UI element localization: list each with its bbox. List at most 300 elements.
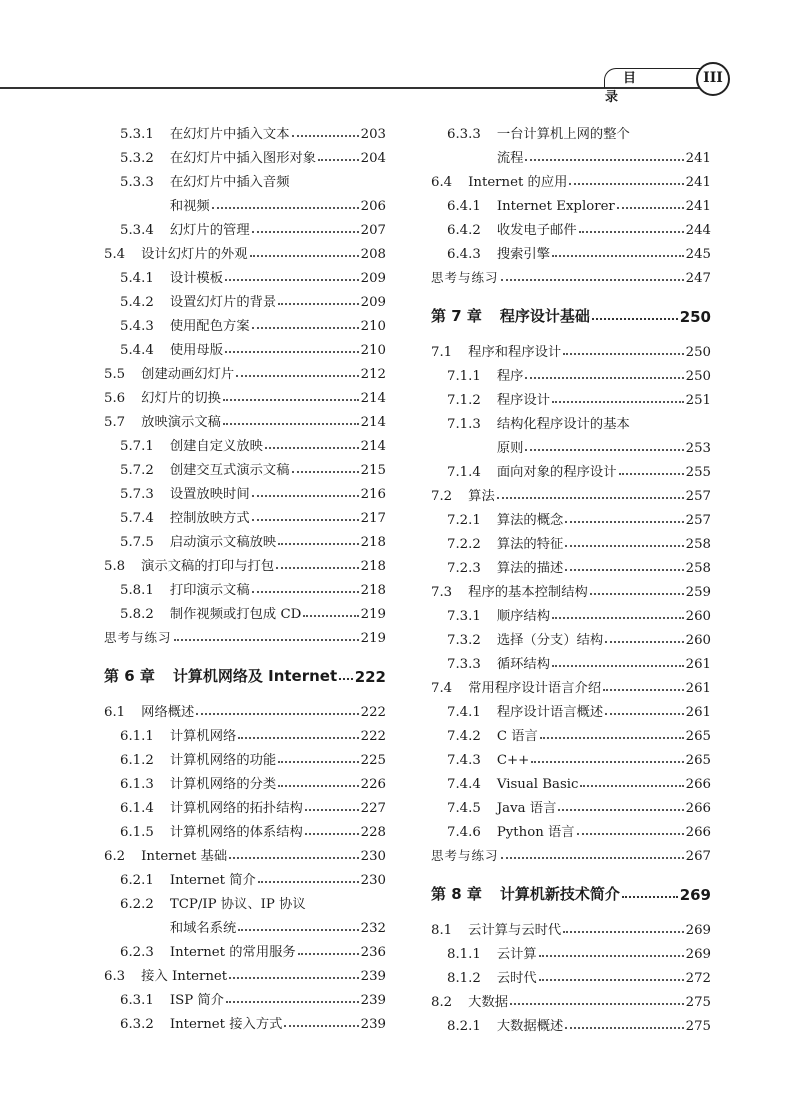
entry-number: 6.1.2	[120, 753, 154, 768]
dot-leader	[605, 713, 683, 715]
toc-entry[interactable]	[104, 840, 386, 864]
entry-number: 6.1.5	[120, 825, 154, 840]
entry-title: 算法的特征	[496, 537, 564, 552]
toc-entry[interactable]	[431, 938, 711, 962]
entry-title: 创建动画幻灯片	[141, 367, 235, 382]
entry-number: 5.7.1	[120, 439, 154, 454]
entry-page: 261	[685, 705, 711, 720]
entry-title-continued: 原则	[496, 441, 524, 456]
toc-entry[interactable]	[431, 432, 711, 456]
toc-entry[interactable]	[431, 720, 711, 744]
entry-page: 204	[360, 151, 386, 166]
entry-title: 大数据概述	[496, 1019, 564, 1034]
dot-leader	[510, 1003, 684, 1005]
entry-page: 257	[685, 513, 711, 528]
entry-title: 创建自定义放映	[169, 439, 263, 454]
toc-entry[interactable]	[104, 550, 386, 574]
toc-entry[interactable]	[104, 696, 386, 720]
chapter-entry[interactable]	[431, 874, 711, 904]
entry-number: 8.2.1	[447, 1019, 481, 1034]
entry-title: 打印演示文稿	[169, 583, 250, 598]
toc-entry[interactable]	[431, 986, 711, 1010]
entry-number: 7.1.3	[447, 417, 481, 432]
entry-number: 5.5	[104, 367, 126, 382]
entry-page: 239	[360, 969, 386, 984]
entry-page: 207	[360, 223, 386, 238]
entry-page: 218	[360, 559, 386, 574]
entry-page: 267	[685, 849, 711, 864]
toc-entry[interactable]	[104, 334, 386, 358]
toc-entry[interactable]	[104, 406, 386, 430]
entry-title: 大数据	[468, 995, 509, 1010]
entry-title: Internet 简介	[169, 873, 256, 888]
entry-page: 208	[360, 247, 386, 262]
entry-page: 218	[360, 583, 386, 598]
entry-title: Java 语言	[496, 801, 557, 816]
dot-leader	[525, 449, 683, 451]
dot-leader	[540, 737, 684, 739]
dot-leader	[303, 615, 358, 617]
entry-page: 275	[685, 995, 711, 1010]
entry-title: 顺序结构	[496, 609, 551, 624]
entry-title-continued: 和视频	[169, 199, 210, 214]
dot-leader	[252, 327, 359, 329]
entry-number: 第 7 章	[431, 307, 482, 325]
entry-number: 7.3.3	[447, 657, 481, 672]
entry-title: 程序设计	[496, 393, 551, 408]
entry-title: 启动演示文稿放映	[169, 535, 277, 550]
toc-entry[interactable]	[104, 262, 386, 286]
toc-entry[interactable]	[104, 430, 386, 454]
toc-entry[interactable]	[104, 358, 386, 382]
dot-leader	[305, 833, 359, 835]
dot-leader	[305, 809, 359, 811]
entry-page: 251	[685, 393, 711, 408]
toc-entry[interactable]	[104, 454, 386, 478]
entry-page: 212	[360, 367, 386, 382]
entry-number: 6.3.1	[120, 993, 154, 1008]
toc-left-column	[104, 118, 386, 1032]
chapter-entry[interactable]	[104, 656, 386, 686]
dot-leader	[284, 1025, 358, 1027]
entry-title-continued: 和域名系统	[169, 921, 237, 936]
entry-title: 放映演示文稿	[141, 415, 221, 430]
toc-entry[interactable]	[431, 744, 711, 768]
dot-leader	[592, 318, 678, 320]
dot-leader	[229, 857, 358, 859]
entry-title: 一台计算机上网的整个	[496, 127, 630, 142]
entry-title: 设计幻灯片的外观	[141, 247, 248, 262]
toc-entry[interactable]	[431, 214, 711, 238]
toc-entry[interactable]	[431, 914, 711, 938]
entry-number: 5.7	[104, 415, 126, 430]
toc-entry[interactable]	[431, 336, 711, 360]
toc-entry[interactable]	[104, 1008, 386, 1032]
entry-number: 7.2.2	[447, 537, 481, 552]
dot-leader	[565, 545, 683, 547]
dot-leader	[223, 399, 359, 401]
entry-number: 8.2	[431, 995, 453, 1010]
entry-page: 216	[360, 487, 386, 502]
entry-page: 257	[685, 489, 711, 504]
dot-leader	[292, 471, 359, 473]
entry-title: 搜索引擎	[496, 247, 551, 262]
dot-leader	[196, 713, 358, 715]
toc-entry[interactable]	[431, 238, 711, 262]
dot-leader	[278, 303, 358, 305]
entry-title: Internet 基础	[141, 849, 228, 864]
entry-page: 210	[360, 343, 386, 358]
toc-entry[interactable]	[431, 672, 711, 696]
entry-title: 云计算	[496, 947, 537, 962]
toc-entry[interactable]	[104, 214, 386, 238]
entry-title: 程序设计基础	[499, 307, 590, 325]
entry-number: 7.4.1	[447, 705, 481, 720]
entry-number: 5.4.2	[120, 295, 154, 310]
entry-page: 214	[360, 415, 386, 430]
dot-leader	[552, 255, 684, 257]
entry-page: 269	[685, 923, 711, 938]
entry-title: 计算机新技术简介	[499, 885, 620, 903]
entry-number: 7.4	[431, 681, 453, 696]
toc-entry[interactable]	[431, 142, 711, 166]
toc-entry[interactable]	[104, 526, 386, 550]
entry-number: 5.7.2	[120, 463, 154, 478]
toc-entry[interactable]	[104, 502, 386, 526]
entry-page: 258	[685, 537, 711, 552]
dot-leader	[278, 543, 358, 545]
entry-number: 6.3	[104, 969, 126, 984]
toc-entry[interactable]	[431, 962, 711, 986]
toc-entry[interactable]	[431, 456, 711, 480]
toc-entry[interactable]	[104, 478, 386, 502]
entry-number: 5.6	[104, 391, 126, 406]
entry-title: 创建交互式演示文稿	[169, 463, 290, 478]
entry-page: 230	[360, 873, 386, 888]
chapter-entry[interactable]	[431, 296, 711, 326]
entry-number: 7.2	[431, 489, 453, 504]
entry-title: Visual Basic	[496, 777, 579, 792]
entry-title: 收发电子邮件	[496, 223, 577, 238]
entry-page: 250	[679, 308, 711, 326]
entry-title: 幻灯片的切换	[141, 391, 221, 406]
entry-title: 设计模板	[169, 271, 224, 286]
toc-entry[interactable]	[104, 574, 386, 598]
toc-entry[interactable]	[104, 936, 386, 960]
toc-entry-line	[104, 166, 386, 190]
entry-page: 253	[685, 441, 711, 456]
entry-title: 面向对象的程序设计	[496, 465, 617, 480]
dot-leader	[531, 761, 683, 763]
toc-entry[interactable]	[104, 622, 386, 646]
toc-entry-line	[104, 888, 386, 912]
entry-number: 7.3.1	[447, 609, 481, 624]
header-section-tab: 目 录	[604, 68, 708, 88]
entry-number: 7.2.3	[447, 561, 481, 576]
toc-entry[interactable]	[431, 1010, 711, 1034]
entry-page: 247	[685, 271, 711, 286]
toc-entry[interactable]	[104, 864, 386, 888]
entry-number: 7.1.1	[447, 369, 481, 384]
dot-leader	[501, 857, 684, 859]
entry-title: 在幻灯片中插入图形对象	[169, 151, 317, 166]
entry-page: 219	[360, 607, 386, 622]
entry-title: 在幻灯片中插入音频	[169, 175, 290, 190]
toc-entry[interactable]	[431, 600, 711, 624]
entry-number: 7.4.5	[447, 801, 481, 816]
dot-leader	[292, 135, 359, 137]
dot-leader	[552, 401, 684, 403]
dot-leader	[252, 495, 359, 497]
dot-leader	[318, 159, 359, 161]
entry-number: 6.3.2	[120, 1017, 154, 1032]
dot-leader	[552, 617, 684, 619]
entry-number: 6.1	[104, 705, 126, 720]
entry-title: 计算机网络的体系结构	[169, 825, 303, 840]
entry-page: 228	[360, 825, 386, 840]
toc-entry[interactable]	[104, 190, 386, 214]
dot-leader	[229, 977, 358, 979]
dot-leader	[580, 785, 683, 787]
dot-leader	[226, 1001, 359, 1003]
dot-leader	[552, 665, 684, 667]
dot-leader	[238, 929, 358, 931]
entry-number: 5.7.3	[120, 487, 154, 502]
dot-leader	[539, 955, 684, 957]
entry-number: 5.7.4	[120, 511, 154, 526]
toc-entry[interactable]	[431, 648, 711, 672]
dot-leader	[223, 423, 359, 425]
toc-entry[interactable]	[431, 360, 711, 384]
toc-entry-line	[431, 408, 711, 432]
entry-number: 8.1.1	[447, 947, 481, 962]
entry-title: 制作视频或打包成 CD	[169, 607, 302, 622]
entry-number: 7.3.2	[447, 633, 481, 648]
entry-page: 222	[360, 729, 386, 744]
entry-title: 使用配色方案	[169, 319, 250, 334]
toc-right-column	[431, 118, 711, 1034]
toc-entry[interactable]	[104, 238, 386, 262]
dot-leader	[569, 183, 683, 185]
toc-entry-line	[431, 118, 711, 142]
entry-title: 幻灯片的管理	[169, 223, 250, 238]
entry-number: 8.1.2	[447, 971, 481, 986]
entry-page: 250	[685, 345, 711, 360]
dot-leader	[265, 447, 359, 449]
entry-number: 7.4.3	[447, 753, 481, 768]
entry-title: ISP 简介	[169, 993, 224, 1008]
dot-leader	[252, 231, 359, 233]
entry-number: 6.2.1	[120, 873, 154, 888]
entry-number: 5.3.1	[120, 127, 154, 142]
entry-title: 云计算与云时代	[468, 923, 562, 938]
toc-entry[interactable]	[431, 792, 711, 816]
entry-number: 6.4.1	[447, 199, 481, 214]
entry-number: 5.3.4	[120, 223, 154, 238]
toc-entry[interactable]	[431, 384, 711, 408]
toc-entry[interactable]	[104, 960, 386, 984]
toc-entry[interactable]	[431, 816, 711, 840]
entry-title: Internet 的常用服务	[169, 945, 296, 960]
dot-leader	[619, 473, 684, 475]
entry-title: 计算机网络的功能	[169, 753, 277, 768]
entry-title: Python 语言	[496, 825, 575, 840]
entry-page: 232	[360, 921, 386, 936]
entry-number: 5.7.5	[120, 535, 154, 550]
entry-title: 程序	[496, 369, 524, 384]
entry-title: 算法	[468, 489, 495, 504]
entry-title: C++	[496, 753, 530, 768]
entry-title: 在幻灯片中插入文本	[169, 127, 290, 142]
dot-leader	[225, 351, 359, 353]
dot-leader	[252, 591, 359, 593]
toc-entry[interactable]	[431, 528, 711, 552]
entry-title-continued: 流程	[496, 151, 524, 166]
entry-number: 7.4.2	[447, 729, 481, 744]
toc-entry[interactable]	[104, 286, 386, 310]
toc-entry[interactable]	[431, 262, 711, 286]
toc-entry[interactable]	[431, 166, 711, 190]
entry-page: 265	[685, 729, 711, 744]
entry-number: 7.1	[431, 345, 453, 360]
entry-title: 常用程序设计语言介绍	[468, 681, 602, 696]
toc-entry[interactable]	[104, 142, 386, 166]
entry-number: 5.8.1	[120, 583, 154, 598]
toc-entry[interactable]	[104, 912, 386, 936]
toc-entry[interactable]	[104, 118, 386, 142]
dot-leader	[579, 231, 684, 233]
toc-entry[interactable]	[431, 576, 711, 600]
toc-entry[interactable]	[431, 552, 711, 576]
entry-page: 209	[360, 295, 386, 310]
entry-page: 239	[360, 993, 386, 1008]
dot-leader	[622, 896, 678, 898]
entry-page: 209	[360, 271, 386, 286]
toc-entry[interactable]	[431, 190, 711, 214]
entry-page: 219	[360, 631, 386, 646]
entry-title: 算法的概念	[496, 513, 564, 528]
toc-entry[interactable]	[104, 382, 386, 406]
entry-page: 227	[360, 801, 386, 816]
dot-leader	[565, 1027, 683, 1029]
toc-entry[interactable]	[431, 480, 711, 504]
entry-title: 程序的基本控制结构	[468, 585, 588, 600]
entry-page: 261	[685, 681, 711, 696]
entry-number: 7.3	[431, 585, 453, 600]
entry-number: 6.2.3	[120, 945, 154, 960]
dot-leader	[565, 569, 683, 571]
entry-number: 7.2.1	[447, 513, 481, 528]
dot-leader	[298, 953, 359, 955]
entry-page: 206	[360, 199, 386, 214]
entry-title: 网络概述	[141, 705, 195, 720]
entry-number: 6.3.3	[447, 127, 481, 142]
toc-entry[interactable]	[104, 744, 386, 768]
dot-leader	[590, 593, 684, 595]
toc-entry[interactable]	[104, 816, 386, 840]
dot-leader	[225, 279, 359, 281]
entry-page: 236	[360, 945, 386, 960]
entry-number: 7.1.4	[447, 465, 481, 480]
dot-leader	[250, 255, 359, 257]
dot-leader	[252, 519, 359, 521]
entry-title: 计算机网络的分类	[169, 777, 277, 792]
entry-page: 214	[360, 391, 386, 406]
entry-page: 241	[685, 175, 711, 190]
entry-title: 思考与练习	[104, 630, 172, 645]
entry-title: 计算机网络	[169, 729, 237, 744]
toc-entry[interactable]	[431, 768, 711, 792]
entry-page: 203	[360, 127, 386, 142]
toc-entry[interactable]	[431, 504, 711, 528]
toc-entry[interactable]	[431, 624, 711, 648]
entry-number: 5.3.2	[120, 151, 154, 166]
toc-entry[interactable]	[431, 840, 711, 864]
toc-entry[interactable]	[104, 792, 386, 816]
entry-number: 5.4.3	[120, 319, 154, 334]
dot-leader	[497, 497, 684, 499]
toc-entry[interactable]	[104, 984, 386, 1008]
entry-page: 215	[360, 463, 386, 478]
entry-title: 循环结构	[496, 657, 551, 672]
entry-title: TCP/IP 协议、IP 协议	[169, 897, 306, 912]
dot-leader	[238, 737, 358, 739]
entry-page: 261	[685, 657, 711, 672]
dot-leader	[577, 833, 684, 835]
entry-title: C 语言	[496, 729, 538, 744]
entry-page: 222	[354, 668, 386, 686]
dot-leader	[278, 785, 358, 787]
entry-page: 226	[360, 777, 386, 792]
entry-page: 225	[360, 753, 386, 768]
dot-leader	[603, 689, 683, 691]
entry-page: 230	[360, 849, 386, 864]
toc-entry[interactable]	[104, 720, 386, 744]
entry-title: 程序设计语言概述	[496, 705, 604, 720]
entry-number: 5.4	[104, 247, 126, 262]
entry-page: 255	[685, 465, 711, 480]
dot-leader	[339, 678, 353, 680]
toc-entry[interactable]	[431, 696, 711, 720]
entry-page: 275	[685, 1019, 711, 1034]
entry-page: 258	[685, 561, 711, 576]
dot-leader	[212, 207, 359, 209]
entry-title: 计算机网络的拓扑结构	[169, 801, 303, 816]
entry-title: 演示文稿的打印与打包	[141, 559, 275, 574]
entry-number: 6.1.3	[120, 777, 154, 792]
toc-entry[interactable]	[104, 598, 386, 622]
entry-page: 214	[360, 439, 386, 454]
toc-entry[interactable]	[104, 768, 386, 792]
dot-leader	[276, 567, 358, 569]
entry-title: Internet Explorer	[496, 199, 615, 214]
toc-entry[interactable]	[104, 310, 386, 334]
dot-leader	[617, 207, 684, 209]
entry-page: 265	[685, 753, 711, 768]
entry-number: 7.4.4	[447, 777, 481, 792]
entry-page: 241	[685, 151, 711, 166]
entry-title: 计算机网络及 Internet	[172, 667, 338, 685]
entry-title: 云时代	[496, 971, 537, 986]
entry-page: 210	[360, 319, 386, 334]
entry-title: 思考与练习	[431, 848, 499, 863]
dot-leader	[525, 377, 683, 379]
entry-page: 272	[685, 971, 711, 986]
entry-number: 8.1	[431, 923, 453, 938]
entry-number: 第 8 章	[431, 885, 482, 903]
entry-number: 5.4.1	[120, 271, 154, 286]
entry-page: 222	[360, 705, 386, 720]
